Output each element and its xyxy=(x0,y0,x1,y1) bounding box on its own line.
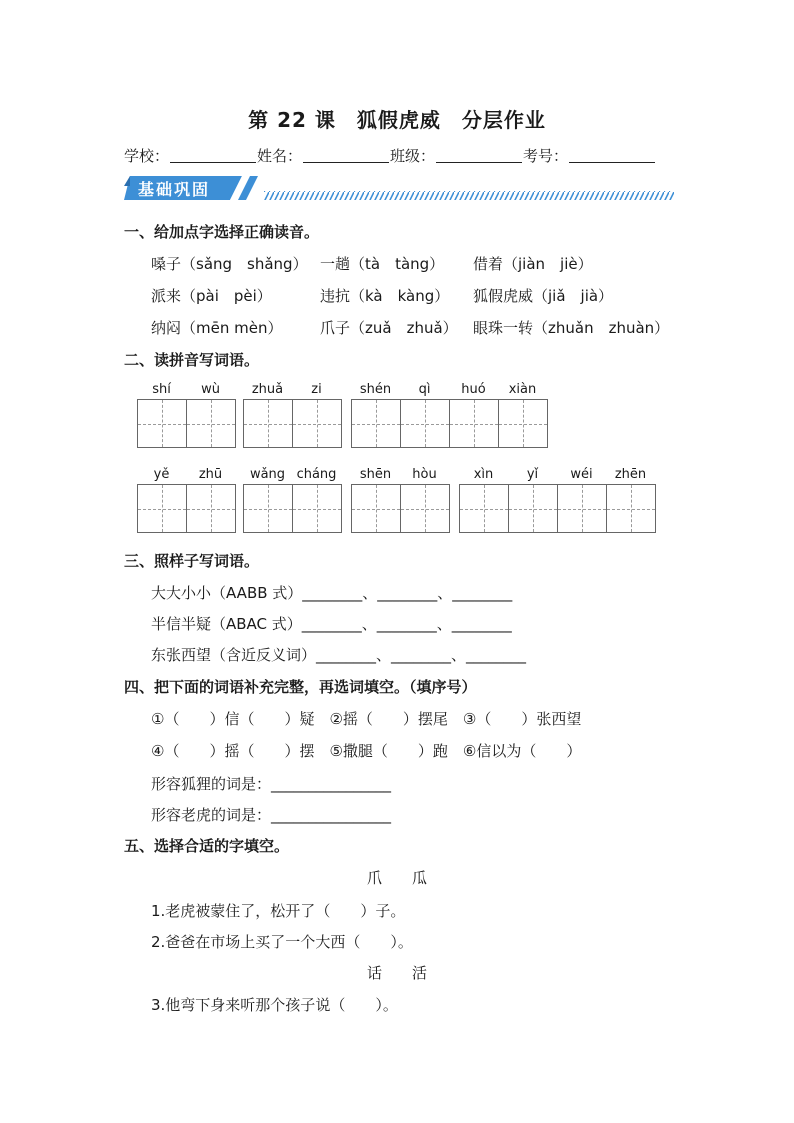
pinyin-label: shēn xyxy=(359,467,392,482)
pinyin-label: wéi xyxy=(570,467,593,482)
pinyin-label: cháng xyxy=(296,467,337,482)
pinyin-label: zhuǎ xyxy=(251,382,284,397)
pinyin-choice-item: 狐假虎威（jiǎ jià） xyxy=(473,287,614,305)
writing-grid[interactable] xyxy=(137,484,236,533)
pinyin-choice-item: 违抗（kà kàng） xyxy=(320,287,450,305)
pinyin-label: shén xyxy=(359,382,392,397)
writing-cell[interactable] xyxy=(187,400,235,447)
name-blank[interactable] xyxy=(303,148,389,163)
idiom-fill-line[interactable]: ①（ ）信（ ）疑 ②摇（ ）摆尾 ③（ ）张西望 xyxy=(151,710,582,728)
writing-cell[interactable] xyxy=(187,485,235,532)
writing-grid[interactable] xyxy=(351,484,450,533)
writing-cell[interactable] xyxy=(293,485,341,532)
exam-no-label: 考号： xyxy=(523,147,569,165)
character-pair: 话 活 xyxy=(366,964,427,982)
banner-label: 基础巩固 xyxy=(138,180,211,199)
writing-grid[interactable] xyxy=(351,399,548,448)
writing-cell[interactable] xyxy=(352,400,401,447)
writing-cell[interactable] xyxy=(401,485,449,532)
writing-grid[interactable] xyxy=(459,484,656,533)
writing-cell[interactable] xyxy=(352,485,401,532)
writing-cell[interactable] xyxy=(244,485,293,532)
school-blank[interactable] xyxy=(170,148,256,163)
pinyin-label: xìn xyxy=(473,467,494,482)
pinyin-label: xiàn xyxy=(508,382,537,397)
pinyin-choice-item: 眼珠一转（zhuǎn zhuàn） xyxy=(473,319,670,337)
pinyin-label: zhēn xyxy=(614,467,647,482)
section-banner xyxy=(124,172,674,204)
writing-cell[interactable] xyxy=(450,400,499,447)
writing-cell[interactable] xyxy=(509,485,558,532)
pinyin-choice-item: 派来（pài pèi） xyxy=(151,287,272,305)
pinyin-label: huó xyxy=(461,382,486,397)
writing-cell[interactable] xyxy=(499,400,547,447)
fill-question[interactable]: 1.老虎被蒙住了，松开了（ ）子。 xyxy=(151,902,406,920)
student-info-line xyxy=(124,145,656,166)
fill-question[interactable]: 3.他弯下身来听那个孩子说（ ）。 xyxy=(151,996,398,1014)
pinyin-label: yǐ xyxy=(526,467,539,482)
section-3-heading: 三、照样子写词语。 xyxy=(124,552,260,570)
pinyin-choice-item: 一趟（tà tàng） xyxy=(320,255,445,273)
class-label: 班级： xyxy=(390,147,436,165)
pinyin-label: wù xyxy=(201,382,220,397)
writing-cell[interactable] xyxy=(244,400,293,447)
section-2-heading: 二、读拼音写词语。 xyxy=(124,351,260,369)
pinyin-label: yě xyxy=(153,467,170,482)
page-title: 第 22 课 狐假虎威 分层作业 xyxy=(248,108,546,132)
character-pair: 爪 瓜 xyxy=(366,869,427,887)
word-pattern-line[interactable]: 半信半疑（ABAC 式）________、________、________ xyxy=(151,615,512,633)
word-pattern-line[interactable]: 东张西望（含近反义词）________、________、________ xyxy=(151,646,527,664)
fox-answer-line[interactable]: 形容狐狸的词是：________________ xyxy=(151,775,392,793)
class-blank[interactable] xyxy=(436,148,522,163)
idiom-fill-line[interactable]: ④（ ）摇（ ）摆 ⑤撒腿（ ）跑 ⑥信以为（ ） xyxy=(151,742,582,760)
fill-question[interactable]: 2.爸爸在市场上买了一个大西（ ）。 xyxy=(151,933,413,951)
pinyin-label: wǎng xyxy=(249,467,286,482)
writing-cell[interactable] xyxy=(460,485,509,532)
pinyin-choice-item: 爪子（zuǎ zhuǎ） xyxy=(320,319,458,337)
tiger-answer-line[interactable]: 形容老虎的词是：________________ xyxy=(151,806,392,824)
section-1-heading: 一、给加点字选择正确读音。 xyxy=(124,223,320,241)
writing-grid[interactable] xyxy=(243,484,342,533)
exam-no-blank[interactable] xyxy=(569,148,655,163)
pinyin-label: zhū xyxy=(198,467,223,482)
pinyin-choice-item: 纳闷（mēn mèn） xyxy=(151,319,283,337)
writing-cell[interactable] xyxy=(607,485,655,532)
pinyin-label: hòu xyxy=(412,467,437,482)
section-4-heading: 四、把下面的词语补充完整，再选词填空。（填序号） xyxy=(124,678,477,696)
name-label: 姓名： xyxy=(257,147,303,165)
writing-grid[interactable] xyxy=(137,399,236,448)
pinyin-label: qì xyxy=(418,382,431,397)
writing-cell[interactable] xyxy=(138,400,187,447)
writing-cell[interactable] xyxy=(558,485,607,532)
pinyin-label: shí xyxy=(152,382,171,397)
writing-cell[interactable] xyxy=(401,400,450,447)
writing-cell[interactable] xyxy=(138,485,187,532)
writing-grid[interactable] xyxy=(243,399,342,448)
pinyin-choice-item: 嗓子（sǎng shǎng） xyxy=(151,255,308,273)
writing-cell[interactable] xyxy=(293,400,341,447)
pinyin-choice-item: 借着（jiàn jiè） xyxy=(473,255,593,273)
word-pattern-line[interactable]: 大大小小（AABB 式）________、________、________ xyxy=(151,584,513,602)
school-label: 学校： xyxy=(124,147,170,165)
section-5-heading: 五、选择合适的字填空。 xyxy=(124,837,290,855)
pinyin-label: zi xyxy=(311,382,322,397)
